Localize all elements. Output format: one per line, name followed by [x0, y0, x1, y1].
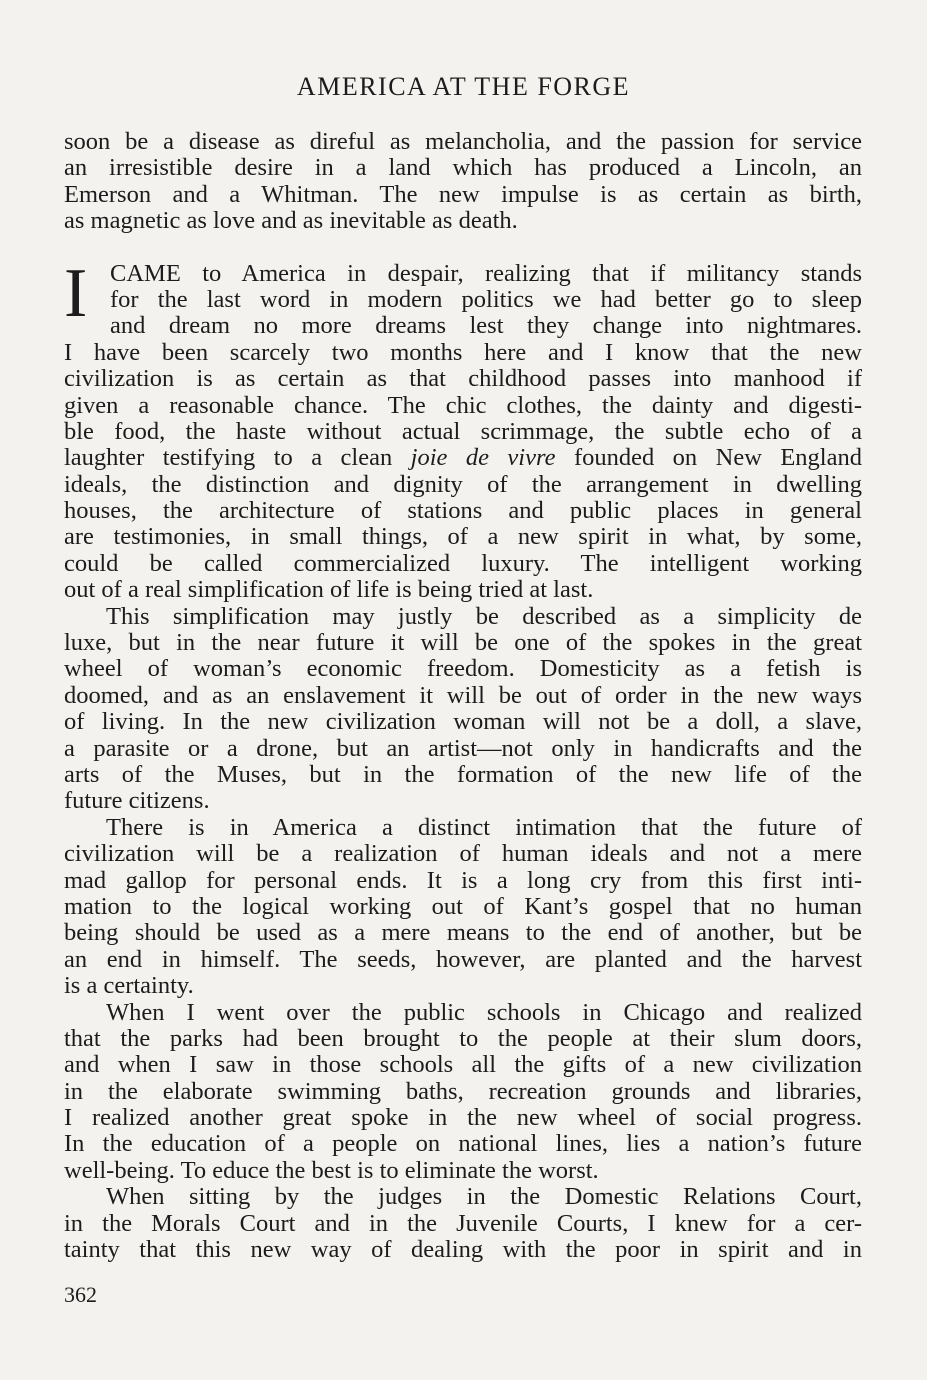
text-line: and when I saw in those schools all the gifts of a new civilization	[64, 1051, 862, 1079]
text-line: doomed, and as an enslavement it will be out of order in the new ways	[64, 681, 862, 709]
text-span: founded on New England	[555, 444, 862, 472]
paragraph-chicago-schools	[64, 1000, 862, 1185]
text-line: ideals, the distinction and dignity of the arrangement in dwelling	[64, 470, 862, 498]
text-line: out of a real simplification of life is being tried at last.	[64, 576, 594, 604]
text-line: given a reasonable chance. The chic clothes, the dainty and digesti-	[64, 391, 862, 419]
text-span: laughter testifying to a clean	[64, 444, 411, 472]
text-line: In the education of a people on national lines, lies a nation’s future	[64, 1130, 862, 1158]
text-line: houses, the architecture of stations and public places in general	[64, 497, 862, 525]
drop-cap: I	[64, 254, 88, 332]
text-line: Emerson and a Whitman. The new impulse is as certain as birth,	[64, 180, 862, 208]
text-line: There is in America a distinct intimation that the future of	[106, 813, 862, 841]
text-line: soon be a disease as direful as melancholia, and the passion for service	[64, 128, 862, 155]
text-line: an irresistible desire in a land which has produced a Lincoln, an	[64, 154, 862, 182]
running-head: AMERICA AT THE FORGE	[296, 72, 631, 101]
text-line: When sitting by the judges in the Domestic Relations Court,	[106, 1183, 862, 1211]
text-line: tainty that this new way of dealing with the poor in spirit and in	[64, 1236, 862, 1264]
text-line: I realized another great spoke in the new wheel of social progress.	[64, 1104, 862, 1132]
text-line: that the parks had been brought to the people at their slum doors,	[64, 1024, 862, 1052]
text-line: is a certainty.	[64, 972, 194, 1000]
text-line: of living. In the new civilization woman will not be a doll, a slave,	[64, 708, 862, 736]
text-line: civilization is as certain as that childhood passes into manhood if	[64, 365, 862, 393]
text-line: in the elaborate swimming baths, recreation grounds and libraries,	[64, 1077, 862, 1105]
opening-paragraph	[64, 129, 862, 235]
text-line: future citizens.	[64, 787, 210, 815]
text-line: I have been scarcely two months here and I know that the new	[64, 338, 862, 366]
text-line: civilization will be a realization of human ideals and not a mere	[64, 840, 862, 868]
text-line: in the Morals Court and in the Juvenile Courts, I knew for a cer-	[64, 1209, 862, 1237]
paragraph-intimation	[64, 815, 862, 1000]
drop-cap-block	[64, 254, 862, 340]
text-line	[64, 445, 862, 471]
body-text	[64, 129, 862, 1263]
text-line: could be called commercialized luxury. The intelligent working	[64, 549, 862, 577]
text-line: are testimonies, in small things, of a new spirit in what, by some,	[64, 523, 862, 551]
text-line: arts of the Muses, but in the formation of the new life of the	[64, 760, 862, 788]
section-opening-paragraph	[64, 254, 862, 604]
text-line: as magnetic as love and as inevitable as death.	[64, 207, 518, 235]
paragraph-courts	[64, 1184, 862, 1263]
text-line: luxe, but in the near future it will be one of the spokes in the great	[64, 629, 862, 657]
text-line: being should be used as a mere means to the end of another, but be	[64, 919, 862, 947]
italic-phrase: joie de vivre	[410, 444, 556, 472]
text-line: ble food, the haste without actual scrimmage, the subtle echo of a	[64, 417, 862, 445]
text-line: well-being. To educe the best is to eliminate the worst.	[64, 1156, 599, 1184]
text-line: wheel of woman’s economic freedom. Domesticity as a fetish is	[64, 655, 862, 683]
text-line: mation to the logical working out of Kant’s gospel that no human	[64, 892, 862, 920]
paragraph-simplification	[64, 604, 862, 815]
text-line: mad gallop for personal ends. It is a long cry from this first inti-	[64, 866, 862, 894]
text-line: an end in himself. The seeds, however, are planted and the harvest	[64, 945, 862, 973]
text-line: This simplification may justly be described as a simplicity de	[106, 602, 862, 630]
text-line: for the last word in modern politics we had better go to sleep	[110, 285, 862, 313]
text-line: When I went over the public schools in Chicago and realized	[106, 998, 862, 1026]
section-break	[64, 235, 862, 261]
text-line: CAME to America in despair, realizing that if militancy stands	[110, 259, 862, 287]
text-line: and dream no more dreams lest they change into nightmares.	[110, 312, 862, 340]
text-line: a parasite or a drone, but an artist—not only in handicrafts and the	[64, 734, 862, 762]
page-number: 362	[64, 1282, 97, 1307]
